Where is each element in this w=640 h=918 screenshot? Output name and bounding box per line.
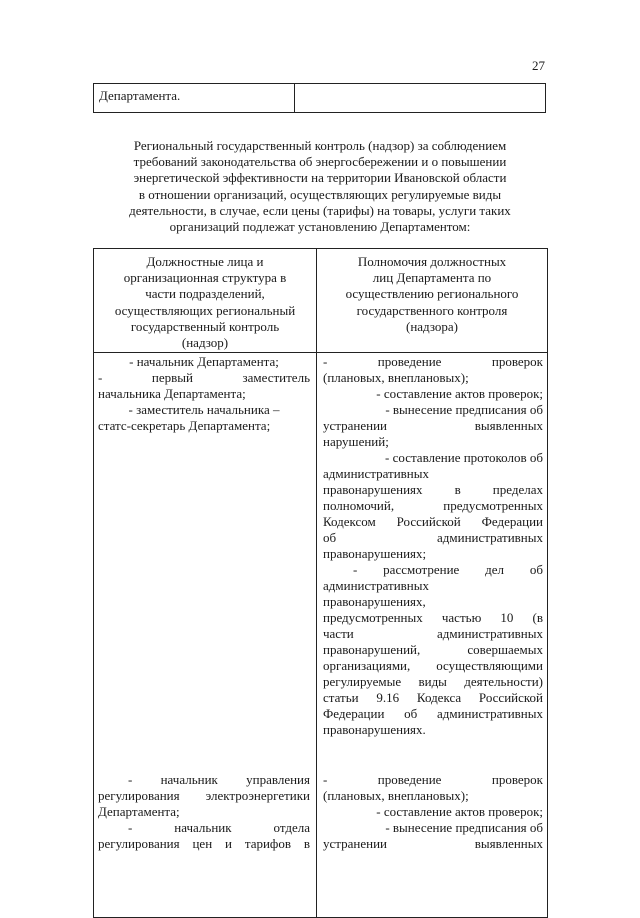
cell-line: регулирования цен и тарифов в — [98, 836, 310, 851]
cell-line: - проведение проверок — [323, 354, 543, 369]
header-line: государственный контроль — [130, 318, 280, 334]
cell-line: предусмотренных частью 10 (в — [323, 610, 543, 625]
cell-line: (плановых, внеплановых); — [323, 370, 469, 385]
cell-line: - вынесение предписания об — [385, 402, 543, 417]
cell-line: правонарушениях, — [323, 594, 426, 609]
row2-officials — [98, 772, 310, 852]
header-line: (надзор) — [181, 335, 229, 351]
cell-line: Департамента; — [98, 804, 180, 819]
section-title-line: организаций подлежат установлению Департаментом: — [169, 219, 471, 235]
cell-line: статьи 9.16 Кодекса Российской — [323, 690, 543, 705]
header-line: части подразделений, — [145, 286, 265, 302]
cell-line: административных — [323, 578, 429, 593]
section-title-line: Региональный государственный контроль (надзор) за соблюдением — [133, 138, 507, 153]
header-powers — [317, 254, 547, 335]
cell-line: - первый заместитель — [98, 370, 310, 385]
cell-line: правонарушениях; — [323, 546, 427, 561]
header-divider — [94, 352, 547, 353]
section-title-line: деятельности, в случае, если цены (тарифы) на товары, услуги таких — [129, 202, 511, 218]
header-line: осуществлению регионального — [345, 286, 519, 302]
header-line: организационная структура в — [123, 270, 287, 286]
cell-line: Кодексом Российской Федерации — [323, 514, 543, 529]
cell-line: административных — [323, 466, 429, 481]
cell-line: устранении выявленных — [323, 836, 543, 851]
header-line: Должностные лица и — [146, 254, 264, 269]
cell-line: - рассмотрение дел об — [353, 562, 543, 577]
top-table — [93, 83, 546, 113]
cell-line: правонарушений, совершаемых — [323, 642, 543, 657]
authority-table — [93, 248, 548, 918]
cell-line: полномочий, предусмотренных — [323, 498, 543, 513]
cell-line: регулирования электроэнергетики — [98, 788, 310, 803]
header-line: лиц Департамента по — [372, 270, 492, 286]
cell-line: - вынесение предписания об — [385, 820, 543, 835]
header-line: государственного контроля — [356, 302, 508, 318]
cell-line: части административных — [323, 626, 543, 641]
header-line: (надзора) — [406, 318, 458, 334]
column-divider — [316, 249, 317, 917]
section-title-line: энергетической эффективности на территории Ивановской области — [133, 170, 507, 186]
cell-line: - начальник Департамента; — [129, 354, 279, 369]
cell-line: - заместитель начальника – — [128, 402, 280, 417]
cell-line: - составление протоколов об — [385, 450, 543, 465]
section-title-line: в отношении организаций, осуществляющих регулируемые виды — [138, 186, 502, 202]
header-officials — [94, 254, 316, 351]
page-number: 27 — [532, 58, 545, 73]
cell-line: - начальник управления — [128, 772, 310, 787]
row2-powers — [323, 772, 543, 852]
cell-line: статс-секретарь Департамента; — [98, 418, 271, 433]
row1-powers — [323, 354, 543, 738]
section-title-line: требований законодательства об энергосбережении и о повышении — [133, 154, 507, 170]
cell-line: регулируемые виды деятельности) — [323, 674, 543, 689]
cell-line: правонарушениях. — [323, 722, 426, 737]
section-title — [100, 138, 540, 235]
cell-line: - составление актов проверок; — [376, 804, 543, 819]
cell-line: устранении выявленных — [323, 418, 543, 433]
cell-line: Федерации об административных — [323, 706, 543, 721]
cell-line: об административных — [323, 530, 543, 545]
cell-line: - составление актов проверок; — [376, 386, 543, 401]
header-line: осуществляющих региональный — [114, 302, 296, 318]
top-table-cell-right — [295, 84, 545, 112]
cell-line: - проведение проверок — [323, 772, 543, 787]
cell-line: нарушений; — [323, 434, 389, 449]
cell-line: организациями, осуществляющими — [323, 658, 543, 673]
cell-line: (плановых, внеплановых); — [323, 788, 469, 803]
cell-line: правонарушениях в пределах — [323, 482, 543, 497]
top-table-cell-left: Департамента. — [94, 84, 295, 112]
header-line: Полномочия должностных — [357, 254, 507, 269]
cell-line: - начальник отдела — [128, 820, 310, 835]
row1-officials — [98, 354, 310, 434]
cell-line: начальника Департамента; — [98, 386, 246, 401]
